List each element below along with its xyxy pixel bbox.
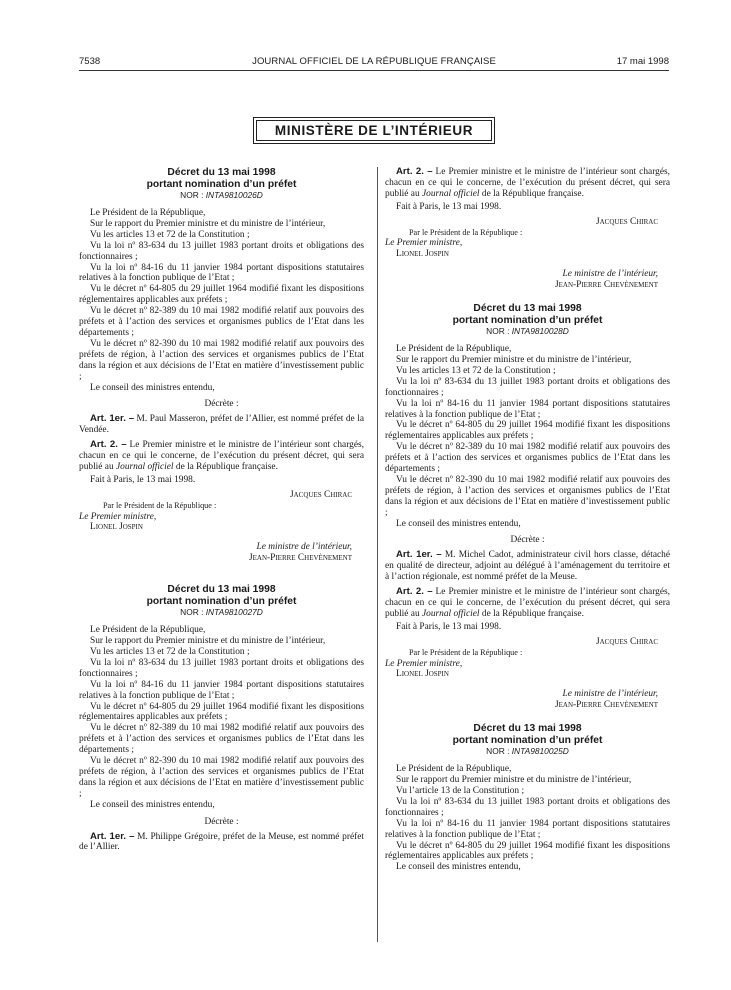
journal-title: JOURNAL OFFICIEL DE LA RÉPUBLIQUE FRANÇAISE xyxy=(252,56,496,67)
decrete-line: Décrète : xyxy=(204,399,239,410)
preamble-paragraph: Vu les articles 13 et 72 de la Constitution ; xyxy=(90,229,250,240)
page-number: 7538 xyxy=(79,56,101,67)
minister-role: Le ministre de l’intérieur, xyxy=(562,689,658,700)
preamble-paragraph: Le conseil des ministres entendu, xyxy=(90,382,215,393)
nor-reference: NOR : INTA9810026D xyxy=(180,190,263,200)
nor-reference: NOR : INTA9810027D xyxy=(180,607,263,618)
decree-preamble xyxy=(79,625,364,810)
preamble-paragraph: Sur le rapport du Premier ministre et du ministre de l’intérieur, xyxy=(90,218,326,229)
decrete-line: Décrète : xyxy=(510,535,545,546)
preamble-paragraph: Vu le décret nº 82-389 du 10 mai 1982 modifié relatif aux pouvoirs des préfets et à l’action des services et organismes publics de l’Etat dans les départements ; xyxy=(79,306,364,338)
prime-minister-role: Le Premier ministre, xyxy=(79,511,157,522)
prime-minister-role: Le Premier ministre, xyxy=(385,658,463,669)
preamble-paragraph: Sur le rapport du Premier ministre et du ministre de l’intérieur, xyxy=(396,775,632,786)
preamble-paragraph: Vu les articles 13 et 72 de la Constitution ; xyxy=(90,647,250,657)
preamble-paragraph: Vu le décret nº 82-389 du 10 mai 1982 modifié relatif aux pouvoirs des préfets et à l’action des services et organismes publics de l’Etat dans les départements ; xyxy=(79,723,364,756)
prime-minister-name: Lionel Jospin xyxy=(396,249,449,260)
article-1: Art. 1er. – M. Michel Cadot, administrateur civil hors classe, détaché en qualité de directeur, adjoint au délégué à l’aménagement du territoire et à l’action régionale, est nommé préfet de la Meuse. xyxy=(385,549,670,583)
preamble-paragraph: Le Président de la République, xyxy=(396,764,512,775)
place-date: Fait à Paris, le 13 mai 1998. xyxy=(90,474,196,485)
decree-2-continued xyxy=(385,167,670,291)
preamble-paragraph: Vu le décret nº 64-805 du 29 juillet 1964 modifié fixant les dispositions réglementaires applicables aux préfets ; xyxy=(79,701,364,723)
minister-role: Le ministre de l’intérieur, xyxy=(562,269,658,280)
article-1: Art. 1er. – M. Philippe Grégoire, préfet de la Meuse, est nommé préfet de l’Allier. xyxy=(79,830,364,853)
preamble-paragraph: Vu les articles 13 et 72 de la Constitution ; xyxy=(396,365,556,376)
preamble-paragraph: Vu la loi nº 84-16 du 11 janvier 1984 portant dispositions statutaires relatives à la fonction publique de l’Etat ; xyxy=(385,818,670,840)
preamble-paragraph: Sur le rapport du Premier ministre et du ministre de l’intérieur, xyxy=(90,636,326,647)
preamble-paragraph: Vu la loi nº 84-16 du 11 janvier 1984 portant dispositions statutaires relatives à la fonction publique de l’Etat ; xyxy=(79,262,364,284)
article-2: Art. 2. – Le Premier ministre et le ministre de l’intérieur sont chargés, chacun en ce qui le concerne, de l’exécution du présent décret, qui sera publié au Journal officiel de la République française. xyxy=(385,586,670,619)
place-date: Fait à Paris, le 13 mai 1998. xyxy=(396,621,502,632)
nor-reference: NOR : INTA9810025D xyxy=(486,746,569,757)
decree-title: Décret du 13 mai 1998 xyxy=(473,303,582,315)
ministry-title: MINISTÈRE DE L’INTÉRIEUR xyxy=(256,120,492,141)
preamble-paragraph: Le conseil des ministres entendu, xyxy=(396,862,521,873)
countersign-intro: Par le Président de la République : xyxy=(103,500,217,510)
preamble-paragraph: Vu la loi nº 83-634 du 13 juillet 1983 portant droits et obligations des fonctionnaires ; xyxy=(79,240,364,262)
preamble-paragraph: Le Président de la République, xyxy=(90,208,206,218)
left-column xyxy=(79,167,364,853)
preamble-paragraph: Vu la loi nº 83-634 du 13 juillet 1983 portant droits et obligations des fonctionnaires ; xyxy=(79,657,364,679)
preamble-paragraph: Vu la loi nº 83-634 du 13 juillet 1983 portant droits et obligations des fonctionnaires ; xyxy=(385,796,670,818)
header-rule xyxy=(79,70,669,71)
ministry-box xyxy=(253,117,495,144)
countersign-intro: Par le Président de la République : xyxy=(409,227,523,237)
prime-minister-name: Lionel Jospin xyxy=(396,669,449,680)
president-signature: Jacques Chirac xyxy=(595,636,658,647)
preamble-paragraph: Vu l’article 13 de la Constitution ; xyxy=(396,785,525,796)
countersign-intro: Par le Président de la République : xyxy=(409,647,523,657)
decree-1 xyxy=(79,167,364,564)
president-signature: Jacques Chirac xyxy=(595,216,658,227)
decree-title: Décret du 13 mai 1998 xyxy=(167,167,276,178)
decree-subtitle: portant nomination d’un préfet xyxy=(146,178,297,190)
decree-subtitle: portant nomination d’un préfet xyxy=(452,314,603,326)
president-signature: Jacques Chirac xyxy=(289,489,352,500)
article-2: Art. 2. – Le Premier ministre et le ministre de l’intérieur sont chargés, chacun en ce qui le concerne, de l’exécution du présent décret, qui sera publié au Journal officiel de la République française. xyxy=(385,166,670,199)
preamble-paragraph: Vu le décret nº 82-389 du 10 mai 1982 modifié relatif aux pouvoirs des préfets et à l’action des services et organismes publics de l’Etat dans les départements ; xyxy=(385,442,670,475)
preamble-paragraph: Sur le rapport du Premier ministre et du ministre de l’intérieur, xyxy=(396,354,632,365)
preamble-paragraph: Le Président de la République, xyxy=(90,625,206,636)
decree-subtitle: portant nomination d’un préfet xyxy=(452,734,603,746)
article-1: Art. 1er. – M. Paul Masseron, préfet de l’Allier, est nommé préfet de la Vendée. xyxy=(79,413,364,436)
decree-preamble xyxy=(385,764,670,873)
preamble-paragraph: Vu le décret nº 64-805 du 29 juillet 1964 modifié fixant les dispositions réglementaires applicables aux préfets ; xyxy=(385,420,670,442)
issue-date: 17 mai 1998 xyxy=(616,56,669,67)
column-divider xyxy=(377,167,378,942)
minister-name: Jean-Pierre Chevènement xyxy=(554,700,658,711)
decree-4 xyxy=(385,723,670,873)
decree-title: Décret du 13 mai 1998 xyxy=(473,723,582,735)
minister-name: Jean-Pierre Chevènement xyxy=(248,553,352,564)
preamble-paragraph: Le conseil des ministres entendu, xyxy=(90,799,215,810)
preamble-paragraph: Vu la loi nº 84-16 du 11 janvier 1984 portant dispositions statutaires relatives à la fonction publique de l’Etat ; xyxy=(79,679,364,701)
preamble-paragraph: Vu la loi nº 83-634 du 13 juillet 1983 portant droits et obligations des fonctionnaires ; xyxy=(385,376,670,398)
preamble-paragraph: Le Président de la République, xyxy=(396,344,512,355)
nor-reference: NOR : INTA9810028D xyxy=(486,326,569,337)
preamble-paragraph: Vu le décret nº 64-805 du 29 juillet 1964 modifié fixant les dispositions réglementaires applicables aux préfets ; xyxy=(385,840,670,862)
minister-role: Le ministre de l’intérieur, xyxy=(256,542,352,553)
preamble-paragraph: Vu la loi nº 84-16 du 11 janvier 1984 portant dispositions statutaires relatives à la fonction publique de l’Etat ; xyxy=(385,398,670,420)
preamble-paragraph: Vu le décret nº 64-805 du 29 juillet 1964 modifié fixant les dispositions réglementaires applicables aux préfets ; xyxy=(79,284,364,306)
right-column xyxy=(385,167,670,873)
prime-minister-name: Lionel Jospin xyxy=(90,522,143,533)
preamble-paragraph: Vu le décret nº 82-390 du 10 mai 1982 modifié relatif aux pouvoirs des préfets de région, à l’action des services et organismes publics de l’Etat dans la région et aux décisions de l’Etat en matière d’investissement public ; xyxy=(79,756,364,799)
decrete-line: Décrète : xyxy=(204,816,239,827)
article-2: Art. 2. – Le Premier ministre et le ministre de l’intérieur sont chargés, chacun en ce qui le concerne, de l’exécution du présent décret, qui sera publié au Journal officiel de la République française. xyxy=(79,439,364,472)
preamble-paragraph: Vu le décret nº 82-390 du 10 mai 1982 modifié relatif aux pouvoirs des préfets de région, à l’action des services et organismes publics de l’Etat dans la région et aux décisions de l’Etat en matière d’investissement public ; xyxy=(79,338,364,382)
place-date: Fait à Paris, le 13 mai 1998. xyxy=(396,201,502,212)
preamble-paragraph: Vu le décret nº 82-390 du 10 mai 1982 modifié relatif aux pouvoirs des préfets de région, à l’action des services et organismes publics de l’Etat dans la région et aux décisions de l’Etat en matière d’investissement public ; xyxy=(385,474,670,518)
decree-2 xyxy=(79,584,364,853)
prime-minister-role: Le Premier ministre, xyxy=(385,238,463,249)
decree-subtitle: portant nomination d’un préfet xyxy=(146,595,297,607)
decree-title: Décret du 13 mai 1998 xyxy=(167,584,276,596)
decree-preamble xyxy=(79,208,364,393)
decree-preamble xyxy=(385,344,670,529)
minister-name: Jean-Pierre Chevènement xyxy=(554,280,658,291)
preamble-paragraph: Le conseil des ministres entendu, xyxy=(396,518,521,529)
decree-3 xyxy=(385,303,670,711)
